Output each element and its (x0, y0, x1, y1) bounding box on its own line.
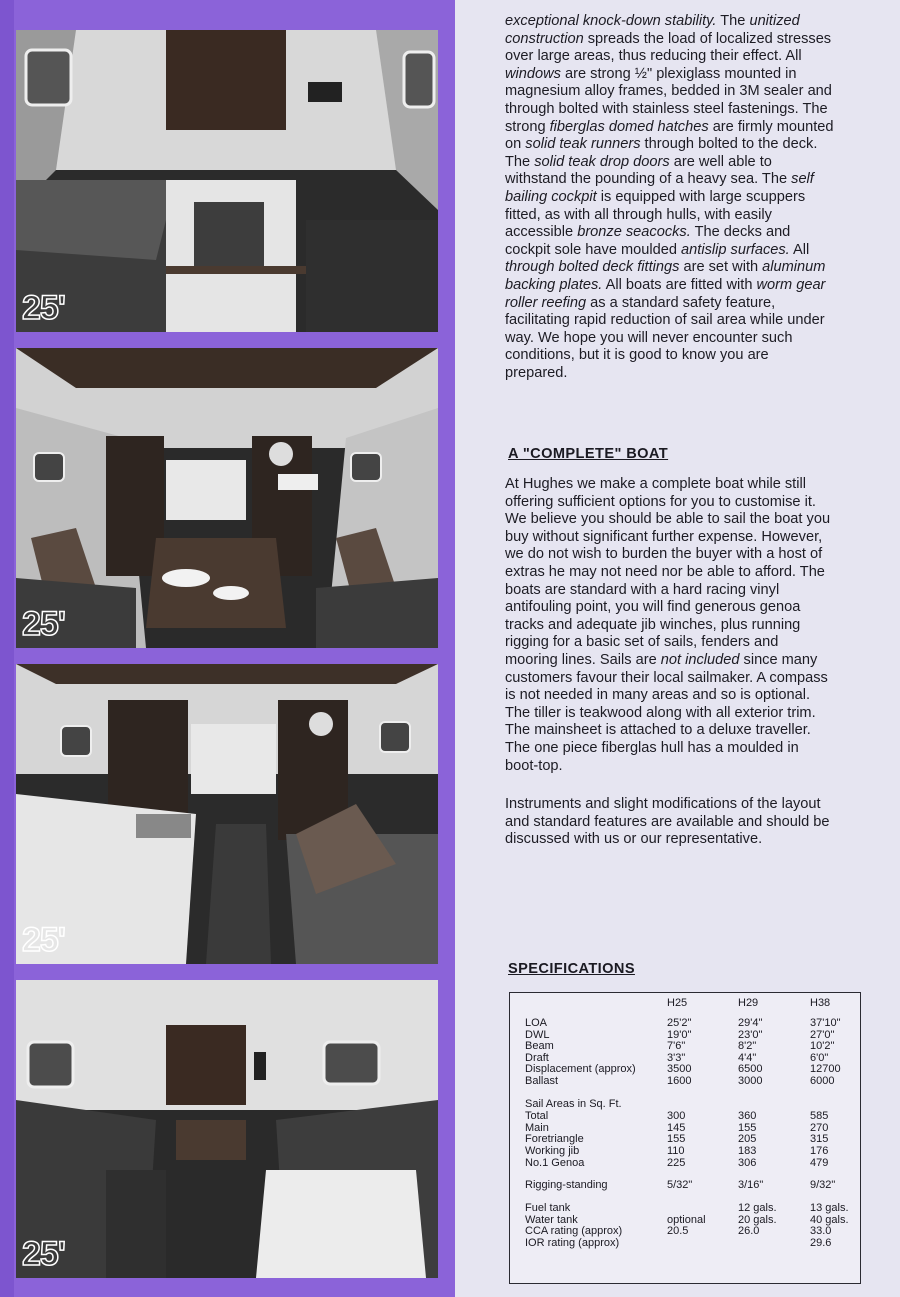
row-label: Fuel tank (525, 1202, 571, 1214)
section-heading-complete: A "COMPLETE" BOAT (508, 446, 669, 462)
table-cell: 155 (667, 1133, 686, 1145)
table-row (510, 1063, 860, 1075)
row-label: Total (525, 1110, 549, 1122)
emphasis: solid teak runners (525, 136, 641, 153)
length-badge: 25' (22, 921, 65, 959)
row-label: Working jib (525, 1145, 580, 1157)
cabin-photo-3 (16, 664, 438, 964)
table-cell: 12700 (810, 1063, 841, 1075)
table-cell: 110 (667, 1145, 685, 1157)
table-cell: 7'6" (667, 1040, 686, 1052)
intro-paragraph (505, 13, 835, 382)
text: All boats are fitted with (602, 276, 757, 293)
table-cell: 29'4" (738, 1017, 763, 1029)
table-cell: 6000 (810, 1075, 835, 1087)
table-cell: 306 (738, 1157, 757, 1169)
table-row (510, 1075, 860, 1087)
table-cell: 40 gals. (810, 1214, 849, 1226)
sidebar-edge (0, 0, 14, 1297)
table-cell: 26.0 (738, 1225, 760, 1237)
length-badge: 25' (22, 605, 65, 643)
text: as a standard safety feature, facilitating rapid reduction of sail area while under way. We hope you will never encounter such conditions, but it is good to know you are prepared. (505, 294, 825, 381)
row-label: Draft (525, 1052, 549, 1064)
table-cell: 12 gals. (738, 1202, 777, 1214)
table-row (510, 1017, 860, 1029)
table-header (510, 997, 860, 1009)
emphasis: self bailing cockpit (505, 171, 814, 205)
table-cell: 13 gals. (810, 1202, 849, 1214)
row-label: Beam (525, 1040, 554, 1052)
table-cell: 3000 (738, 1075, 763, 1087)
text: At Hughes we make a complete boat while still offering sufficient options for you to customise it. We believe you should be able to sail the boat you buy without significant further expense. However, we do not wish to burden the buyer with a host of extras he may not need nor be able to afford. The boats are standard with a hard racing vinyl antifouling point, you will find generous genoa tracks and adequate jib winches, plus running rigging for a basic set of sails, fenders and mooring lines. Sails are (505, 476, 831, 668)
emphasis: windows (505, 65, 561, 82)
cabin-photo-1 (16, 30, 438, 332)
table-row (510, 1145, 860, 1157)
text: The (716, 13, 750, 29)
table-row (510, 1110, 860, 1122)
table-row (510, 1237, 860, 1249)
table-cell: 3500 (667, 1063, 692, 1075)
table-cell: 1600 (667, 1075, 692, 1087)
emphasis: exceptional knock-down stability. (505, 13, 717, 29)
table-row (510, 1133, 860, 1145)
length-badge: 25' (22, 1235, 65, 1273)
row-label: Displacement (approx) (525, 1063, 636, 1075)
specifications-table (509, 992, 861, 1284)
table-cell: 155 (738, 1122, 757, 1134)
instruments-paragraph (505, 796, 835, 849)
table-cell: 3/16" (738, 1179, 764, 1191)
table-cell: 360 (738, 1110, 757, 1122)
table-cell: 33.0 (810, 1225, 832, 1237)
table-row (510, 1225, 860, 1237)
table-cell: 27'0" (810, 1029, 835, 1041)
text: since many customers favour their local sailmaker. A compass is not needed in many areas and so is optional. The tiller is teakwood along with all exterior trim. The mainsheet is attached to a deluxe traveller. The one piece fiberglas hull has a moulded in boot-top. (505, 651, 828, 774)
table-row (510, 1098, 860, 1110)
table-cell: 5/32" (667, 1179, 693, 1191)
text: through bolted to the deck. The (505, 136, 818, 170)
row-label: Ballast (525, 1075, 559, 1087)
row-label: CCA rating (approx) (525, 1225, 623, 1237)
cabin-photo-2 (16, 348, 438, 648)
text: The decks and cockpit sole have moulded (505, 224, 791, 258)
table-cell: 37'10" (810, 1017, 841, 1029)
emphasis: unitized construction (505, 13, 800, 47)
column-header: H29 (738, 997, 759, 1009)
emphasis: solid teak drop doors (534, 153, 670, 170)
table-cell: 183 (738, 1145, 757, 1157)
table-row (510, 1157, 860, 1169)
emphasis: antislip surfaces. (681, 241, 790, 258)
table-cell: 19'0" (667, 1029, 692, 1041)
table-cell: 9/32" (810, 1179, 836, 1191)
text: All (789, 241, 810, 258)
row-label: Main (525, 1122, 549, 1134)
table-cell: 4'4" (738, 1052, 757, 1064)
text: are strong ½" plexiglass mounted in magnesium alloy frames, bedded in 3M sealer and through bolted with stainless steel fastenings. The strong (505, 65, 832, 135)
table-row (510, 1179, 860, 1191)
table-cell: 145 (667, 1122, 686, 1134)
emphasis: bronze seacocks. (577, 224, 691, 241)
row-label: LOA (525, 1017, 548, 1029)
complete-paragraph (505, 476, 835, 775)
table-cell: 300 (667, 1110, 686, 1122)
table-cell: 315 (810, 1133, 829, 1145)
text: is equipped with large scuppers fitted, as with all through hulls, with easily accessible (505, 188, 806, 241)
table-cell: 3'3" (667, 1052, 686, 1064)
table-cell: 585 (810, 1110, 829, 1122)
section-heading-specifications: SPECIFICATIONS (508, 961, 635, 977)
text: are firmly mounted on (505, 118, 834, 153)
text: Instruments and slight modifications of the layout and standard features are available and should be discussed with us or our representative. (505, 796, 830, 848)
table-cell: 23'0" (738, 1029, 763, 1041)
emphasis: worm gear roller reefing (505, 276, 826, 311)
emphasis: fiberglas domed hatches (549, 118, 709, 135)
text: are well able to withstand the pounding of a heavy sea. The (505, 153, 792, 188)
table-cell: 6'0" (810, 1052, 829, 1064)
table-cell: 270 (810, 1122, 829, 1134)
table-cell: 20 gals. (738, 1214, 777, 1226)
table-cell: 479 (810, 1157, 829, 1169)
table-cell: 176 (810, 1145, 829, 1157)
row-label: IOR rating (approx) (525, 1237, 620, 1249)
text: spreads the load of localized stresses over large areas, thus reducing their effect. All (505, 30, 832, 65)
emphasis: aluminum backing plates. (505, 259, 826, 293)
table-cell: 8'2" (738, 1040, 757, 1052)
table-cell: 10'2" (810, 1040, 835, 1052)
length-badge: 25' (22, 289, 65, 327)
text: are set with (679, 259, 763, 276)
row-label: Water tank (525, 1214, 578, 1226)
row-label: DWL (525, 1029, 550, 1041)
row-label: Foretriangle (525, 1133, 584, 1145)
table-row (510, 1040, 860, 1052)
table-cell: 225 (667, 1157, 686, 1169)
column-header: H38 (810, 997, 831, 1009)
column-header: H25 (667, 997, 688, 1009)
row-label: Sail Areas in Sq. Ft. (525, 1098, 622, 1110)
cabin-photo-4 (16, 980, 438, 1278)
table-cell: 25'2" (667, 1017, 692, 1029)
table-cell: optional (667, 1214, 706, 1226)
row-label: No.1 Genoa (525, 1157, 585, 1169)
table-row (510, 1202, 860, 1214)
table-cell: 20.5 (667, 1225, 689, 1237)
emphasis: not included (660, 651, 740, 668)
table-cell: 6500 (738, 1063, 763, 1075)
table-cell: 29.6 (810, 1237, 832, 1249)
emphasis: through bolted deck fittings (505, 259, 680, 276)
table-cell: 205 (738, 1133, 757, 1145)
row-label: Rigging-standing (525, 1179, 608, 1191)
